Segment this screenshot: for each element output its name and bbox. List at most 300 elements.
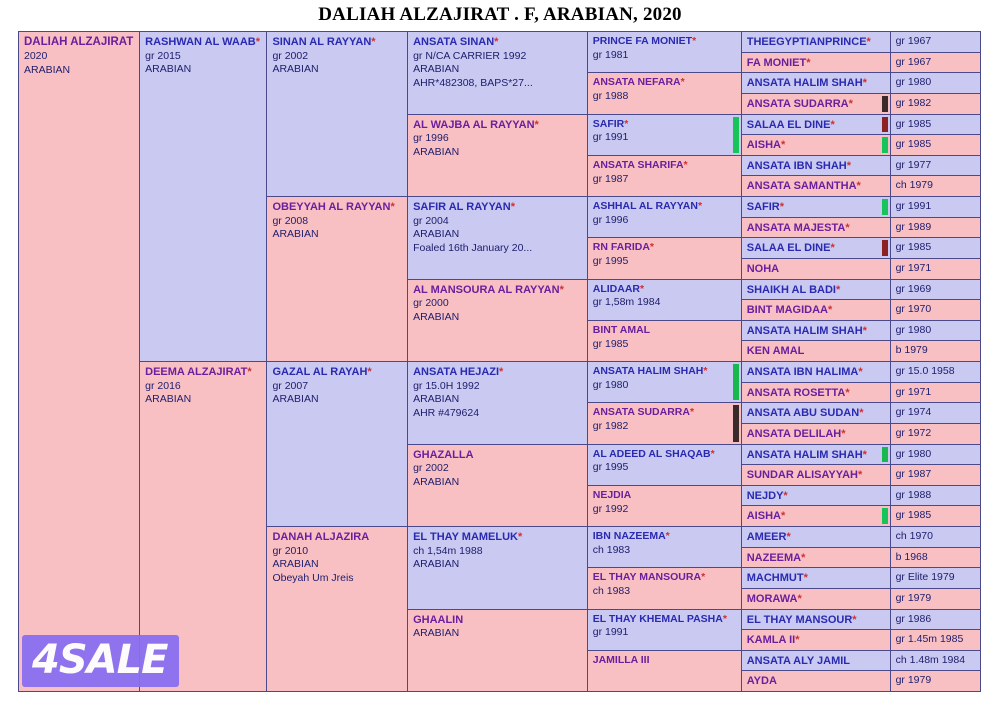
gen6-ancestor	[741, 93, 890, 114]
horse-detail: gr 1980	[895, 323, 932, 336]
highlight-marker	[733, 405, 739, 441]
horse-name: MACHMUT*	[746, 572, 808, 585]
star-icon: *	[848, 97, 853, 110]
horse-name: KEN AMAL	[746, 345, 805, 358]
highlight-marker	[882, 508, 888, 524]
horse-name: AL WAJBA AL RAYYAN*	[413, 118, 539, 131]
horse-name: EL THAY MANSOURA*	[592, 571, 706, 584]
horse-name: EL THAY KHEMAL PASHA*	[592, 612, 727, 625]
table-row	[19, 32, 981, 53]
page-title: DALIAH ALZAJIRAT . F, ARABIAN, 2020	[318, 4, 682, 25]
horse-detail: gr 1988	[895, 488, 932, 501]
star-icon: *	[518, 531, 523, 543]
gen7-detail	[890, 238, 980, 259]
gen7-detail	[890, 671, 980, 692]
star-icon: *	[697, 200, 703, 212]
gen7-detail	[890, 52, 980, 73]
highlight-marker	[882, 199, 888, 215]
horse-detail: ARABIAN	[24, 64, 71, 77]
gen7-detail	[890, 155, 980, 176]
horse-name: ANSATA HALIM SHAH*	[592, 365, 708, 377]
horse-detail: ARABIAN	[145, 63, 192, 76]
horse-name: SUNDAR ALISAYYAH*	[746, 469, 863, 482]
horse-name: NEJDIA	[592, 488, 632, 501]
gen7-detail	[890, 176, 980, 197]
star-icon: *	[510, 201, 515, 213]
gen5-ancestor	[587, 279, 741, 320]
horse-detail: gr 1979	[895, 674, 932, 687]
star-icon: *	[862, 324, 867, 337]
gen5-ancestor	[587, 362, 741, 403]
horse-detail: gr 1985	[895, 241, 932, 254]
gen7-detail	[890, 197, 980, 218]
gen6-ancestor	[741, 258, 890, 279]
horse-detail: gr 1974	[895, 406, 932, 419]
star-icon: *	[722, 612, 727, 625]
horse-detail: gr 1971	[895, 385, 932, 398]
horse-detail: gr 2000	[413, 297, 449, 310]
horse-detail: gr 2010	[272, 544, 309, 557]
gen6-ancestor	[741, 114, 890, 135]
horse-detail: gr 1,58m 1984	[592, 296, 661, 309]
gen6-ancestor	[741, 320, 890, 341]
horse-name: BINT AMAL	[592, 323, 651, 336]
horse-name: ANSATA HALIM SHAH*	[746, 448, 867, 461]
gen7-detail	[890, 444, 980, 465]
star-icon: *	[783, 489, 788, 502]
horse-detail: gr 1969	[895, 282, 932, 295]
gen4-ancestor	[408, 527, 588, 610]
horse-detail: ARABIAN	[413, 310, 460, 323]
gen6-ancestor	[741, 155, 890, 176]
horse-name: ANSATA IBN HALIMA*	[746, 366, 863, 378]
horse-detail: gr 1995	[592, 255, 629, 268]
horse-name: GAZAL AL RAYAH*	[272, 366, 372, 378]
horse-detail: gr 1970	[895, 303, 932, 316]
horse-detail: gr 1982	[895, 96, 932, 109]
star-icon: *	[665, 530, 670, 542]
horse-name: JAMILLA III	[592, 653, 650, 666]
horse-detail: b 1968	[895, 550, 928, 563]
horse-detail: gr 1987	[895, 468, 932, 481]
horse-name: EL THAY MANSOUR*	[746, 613, 857, 626]
horse-name: SHAIKH AL BADI*	[746, 283, 841, 296]
horse-detail: gr 1982	[592, 420, 629, 433]
horse-name: AL MANSOURA AL RAYYAN*	[413, 283, 564, 296]
gen4-ancestor	[408, 32, 588, 115]
horse-name: ANSATA ABU SUDAN*	[746, 407, 864, 420]
star-icon: *	[494, 36, 499, 48]
horse-detail: gr 1967	[895, 55, 932, 68]
horse-name: DANAH ALJAZIRA	[272, 531, 370, 543]
horse-name: RN FARIDA*	[592, 241, 654, 254]
star-icon: *	[845, 386, 850, 399]
gen5-ancestor	[587, 609, 741, 650]
horse-detail: gr 1985	[895, 509, 932, 522]
gen7-detail	[890, 609, 980, 630]
gen5-ancestor	[587, 197, 741, 238]
horse-detail: ARABIAN	[272, 393, 319, 406]
horse-detail: ch 1979	[895, 179, 933, 192]
gen6-ancestor	[741, 135, 890, 156]
horse-name: ANSATA HEJAZI*	[413, 366, 504, 378]
gen5-ancestor	[587, 155, 741, 196]
gen6-ancestor	[741, 217, 890, 238]
star-icon: *	[845, 221, 850, 234]
gen7-detail	[890, 362, 980, 383]
gen5-ancestor	[587, 73, 741, 114]
gen6-ancestor	[741, 588, 890, 609]
horse-detail: ARABIAN	[413, 228, 460, 241]
highlight-marker	[882, 117, 888, 133]
horse-name: MORAWA*	[746, 592, 802, 605]
horse-name: ANSATA SAMANTHA*	[746, 180, 861, 193]
horse-name: EL THAY MAMELUK*	[413, 531, 523, 543]
horse-detail: gr 1981	[592, 48, 629, 61]
star-icon: *	[390, 201, 395, 213]
star-icon: *	[801, 551, 806, 564]
horse-detail: gr 1.45m 1985	[895, 633, 964, 646]
star-icon: *	[624, 117, 629, 130]
gen3-grandparent	[267, 527, 408, 692]
horse-name: ALIDAAR*	[592, 282, 645, 295]
gen7-detail	[890, 506, 980, 527]
star-icon: *	[692, 35, 697, 47]
horse-name: ANSATA SHARIFA*	[592, 158, 688, 171]
gen7-detail	[890, 630, 980, 651]
horse-name: GHAZALLA	[413, 448, 474, 461]
horse-detail: Foaled 16th January 20...	[413, 242, 533, 255]
horse-name: DEEMA ALZAJIRAT*	[145, 366, 252, 378]
gen6-ancestor	[741, 465, 890, 486]
horse-name: ANSATA DELILAH*	[746, 427, 846, 440]
horse-detail: ARABIAN	[413, 63, 460, 76]
gen5-ancestor	[587, 238, 741, 279]
gen6-ancestor	[741, 485, 890, 506]
star-icon: *	[683, 158, 688, 171]
horse-detail: gr 1996	[413, 132, 449, 145]
star-icon: *	[857, 469, 863, 482]
gen5-ancestor	[587, 568, 741, 609]
horse-detail: gr 2007	[272, 379, 309, 392]
horse-detail: gr 1987	[592, 172, 629, 185]
gen6-ancestor	[741, 197, 890, 218]
highlight-marker	[882, 447, 888, 463]
gen6-ancestor	[741, 403, 890, 424]
pedigree-table	[18, 31, 981, 692]
gen6-ancestor	[741, 650, 890, 671]
gen3-grandparent	[267, 197, 408, 362]
watermark-4sale: 4SALE	[22, 635, 179, 687]
table-row	[19, 362, 981, 383]
horse-detail: gr 1996	[592, 213, 629, 226]
horse-detail: ch 1983	[592, 585, 631, 598]
gen7-detail	[890, 547, 980, 568]
horse-name: SALAA EL DINE*	[746, 242, 835, 255]
star-icon: *	[803, 572, 808, 585]
gen6-ancestor	[741, 444, 890, 465]
horse-detail: ARABIAN	[272, 558, 319, 571]
horse-name: ASHHAL AL RAYYAN*	[592, 200, 703, 212]
horse-name: AMEER*	[746, 531, 791, 543]
horse-detail: gr 1986	[895, 612, 932, 625]
gen7-detail	[890, 423, 980, 444]
gen4-ancestor	[408, 609, 588, 692]
horse-detail: AHR #479624	[413, 407, 480, 420]
horse-name: KAMLA II*	[746, 634, 800, 647]
highlight-marker	[733, 117, 739, 153]
horse-detail: AHR*482308, BAPS*27...	[413, 77, 533, 90]
horse-detail: gr 1995	[592, 461, 629, 474]
horse-name: SALAA EL DINE*	[746, 118, 835, 131]
star-icon: *	[701, 571, 706, 584]
gen6-ancestor	[741, 547, 890, 568]
gen4-ancestor	[408, 279, 588, 362]
star-icon: *	[639, 282, 645, 295]
horse-name: SAFIR AL RAYYAN*	[413, 201, 515, 213]
star-icon: *	[499, 366, 504, 378]
gen6-ancestor	[741, 176, 890, 197]
gen6-ancestor	[741, 300, 890, 321]
star-icon: *	[247, 366, 252, 378]
horse-name: AL ADEED AL SHAQAB*	[592, 447, 715, 460]
star-icon: *	[255, 36, 261, 48]
gen2-parent	[140, 32, 267, 362]
horse-detail: gr 1991	[895, 200, 932, 212]
horse-detail: gr 1991	[592, 131, 629, 144]
gen6-ancestor	[741, 341, 890, 362]
star-icon: *	[830, 118, 835, 131]
horse-detail: ch 1983	[592, 543, 631, 556]
gen6-ancestor	[741, 52, 890, 73]
horse-name: NOHA	[746, 262, 780, 275]
highlight-marker	[882, 96, 888, 112]
horse-detail: b 1979	[895, 344, 928, 357]
horse-detail: gr 1971	[895, 261, 932, 274]
horse-name: SAFIR*	[592, 117, 629, 130]
gen7-detail	[890, 135, 980, 156]
gen3-grandparent	[267, 362, 408, 527]
horse-detail: gr 1985	[895, 138, 932, 151]
horse-detail: ARABIAN	[413, 393, 460, 406]
gen5-ancestor	[587, 403, 741, 444]
star-icon: *	[866, 36, 871, 48]
highlight-marker	[733, 364, 739, 400]
gen7-detail	[890, 588, 980, 609]
horse-detail: gr 1988	[592, 90, 629, 103]
horse-name: NAZEEMA*	[746, 551, 806, 564]
star-icon: *	[780, 510, 786, 523]
gen5-ancestor	[587, 32, 741, 73]
gen5-ancestor	[587, 444, 741, 485]
horse-detail: gr 1979	[895, 591, 932, 604]
star-icon: *	[680, 76, 685, 89]
star-icon: *	[786, 531, 791, 543]
star-icon: *	[806, 56, 811, 69]
gen7-detail	[890, 485, 980, 506]
horse-detail: gr 1992	[592, 502, 629, 515]
gen7-detail	[890, 382, 980, 403]
horse-detail: gr 2015	[145, 49, 181, 62]
horse-name: RASHWAN AL WAAB*	[145, 36, 261, 48]
gen7-detail	[890, 279, 980, 300]
horse-name: ANSATA NEFARA*	[592, 76, 685, 89]
gen6-ancestor	[741, 527, 890, 548]
horse-name: GHAALIN	[413, 613, 464, 626]
star-icon: *	[859, 407, 864, 420]
gen6-ancestor	[741, 671, 890, 692]
gen7-detail	[890, 465, 980, 486]
gen4-ancestor	[408, 444, 588, 527]
gen6-ancestor	[741, 362, 890, 383]
star-icon: *	[371, 36, 376, 48]
star-icon: *	[780, 139, 786, 152]
horse-name: THEEGYPTIANPRINCE*	[746, 36, 871, 48]
star-icon: *	[367, 366, 372, 378]
star-icon: *	[856, 180, 861, 193]
gen5-ancestor	[587, 114, 741, 155]
gen7-detail	[890, 258, 980, 279]
gen6-ancestor	[741, 423, 890, 444]
star-icon: *	[862, 448, 867, 461]
pedigree-body	[19, 32, 981, 692]
horse-detail: gr 1985	[895, 117, 932, 130]
horse-detail: gr 1972	[895, 426, 932, 439]
horse-detail: ARABIAN	[272, 63, 319, 76]
horse-name: AYDA	[746, 675, 777, 688]
horse-detail: gr 15.0 1958	[895, 365, 955, 377]
gen7-detail	[890, 320, 980, 341]
star-icon: *	[534, 118, 539, 131]
star-icon: *	[703, 365, 708, 377]
gen7-detail	[890, 650, 980, 671]
horse-detail: gr 15.0H 1992	[413, 379, 480, 392]
horse-detail: ARABIAN	[272, 228, 319, 241]
horse-detail: ch 1970	[895, 530, 933, 542]
horse-name: ANSATA HALIM SHAH*	[746, 77, 867, 90]
horse-name: BINT MAGIDAA*	[746, 304, 833, 317]
gen7-detail	[890, 114, 980, 135]
horse-name: IBN NAZEEMA*	[592, 530, 670, 542]
horse-detail: ARABIAN	[413, 475, 460, 488]
star-icon: *	[689, 406, 695, 419]
gen6-ancestor	[741, 568, 890, 589]
highlight-marker	[882, 240, 888, 256]
gen6-ancestor	[741, 279, 890, 300]
gen3-grandparent	[267, 32, 408, 197]
star-icon: *	[846, 159, 852, 172]
star-icon: *	[862, 77, 867, 90]
star-icon: *	[852, 613, 857, 626]
horse-name: AISHA*	[746, 139, 786, 152]
star-icon: *	[835, 283, 841, 296]
gen7-detail	[890, 217, 980, 238]
horse-name: ANSATA SINAN*	[413, 36, 499, 48]
horse-detail: gr 1980	[895, 76, 932, 89]
gen6-ancestor	[741, 382, 890, 403]
horse-detail: gr N/CA CARRIER 1992	[413, 49, 527, 62]
gen7-detail	[890, 341, 980, 362]
gen5-ancestor	[587, 485, 741, 526]
horse-name: FA MONIET*	[746, 56, 811, 69]
horse-detail: ARABIAN	[145, 393, 192, 406]
horse-name: NEJDY*	[746, 489, 788, 502]
horse-name: SINAN AL RAYYAN*	[272, 36, 376, 48]
gen6-ancestor	[741, 73, 890, 94]
horse-detail: gr 1989	[895, 220, 932, 233]
horse-name: ANSATA ALY JAMIL	[746, 654, 851, 667]
star-icon: *	[710, 447, 715, 460]
horse-detail: gr 2016	[145, 379, 181, 392]
star-icon: *	[858, 366, 863, 378]
horse-detail: gr 1977	[895, 158, 932, 171]
horse-name: SAFIR*	[746, 201, 785, 213]
gen4-ancestor	[408, 362, 588, 445]
horse-detail: Obeyah Um Jreis	[272, 572, 354, 585]
star-icon: *	[841, 427, 846, 440]
horse-name: PRINCE FA MONIET*	[592, 35, 697, 47]
gen4-ancestor	[408, 114, 588, 197]
horse-name: ANSATA HALIM SHAH*	[746, 324, 867, 337]
gen5-ancestor	[587, 650, 741, 691]
star-icon: *	[797, 592, 802, 605]
horse-name: AISHA*	[746, 510, 786, 523]
horse-detail: gr 1985	[592, 337, 629, 350]
gen7-detail	[890, 93, 980, 114]
horse-detail: gr 1991	[592, 626, 629, 639]
horse-detail: gr 2008	[272, 214, 309, 227]
horse-detail: ch 1.48m 1984	[895, 653, 966, 666]
gen7-detail	[890, 527, 980, 548]
gen6-ancestor	[741, 630, 890, 651]
horse-name: ANSATA SUDARRA*	[746, 97, 853, 110]
horse-name: ANSATA IBN SHAH*	[746, 159, 852, 172]
horse-detail: gr 2002	[413, 462, 449, 475]
horse-detail: gr Elite 1979	[895, 571, 955, 584]
horse-detail: ARABIAN	[413, 627, 460, 640]
gen6-ancestor	[741, 238, 890, 259]
gen5-ancestor	[587, 320, 741, 361]
horse-detail: gr 1980	[592, 378, 629, 391]
horse-name: ANSATA MAJESTA*	[746, 221, 850, 234]
gen1-subject	[19, 32, 140, 692]
horse-detail: ARABIAN	[413, 558, 460, 571]
star-icon: *	[828, 304, 833, 317]
horse-name: ANSATA ROSETTA*	[746, 386, 850, 399]
horse-detail: gr 1967	[895, 35, 932, 47]
star-icon: *	[649, 241, 654, 254]
gen6-ancestor	[741, 32, 890, 53]
horse-detail: gr 2002	[272, 49, 309, 62]
horse-detail: ch 1,54m 1988	[413, 544, 483, 557]
highlight-marker	[882, 137, 888, 153]
gen7-detail	[890, 568, 980, 589]
gen6-ancestor	[741, 506, 890, 527]
star-icon: *	[559, 283, 564, 296]
horse-detail: ARABIAN	[413, 145, 460, 158]
gen7-detail	[890, 300, 980, 321]
star-icon: *	[830, 242, 835, 255]
gen4-ancestor	[408, 197, 588, 280]
gen7-detail	[890, 32, 980, 53]
horse-name: ANSATA SUDARRA*	[592, 406, 695, 419]
horse-detail: gr 1980	[895, 447, 932, 460]
star-icon: *	[795, 634, 800, 647]
horse-name: DALIAH ALZAJIRAT	[24, 36, 134, 48]
gen7-detail	[890, 403, 980, 424]
star-icon: *	[779, 201, 785, 213]
horse-name: OBEYYAH AL RAYYAN*	[272, 201, 395, 213]
